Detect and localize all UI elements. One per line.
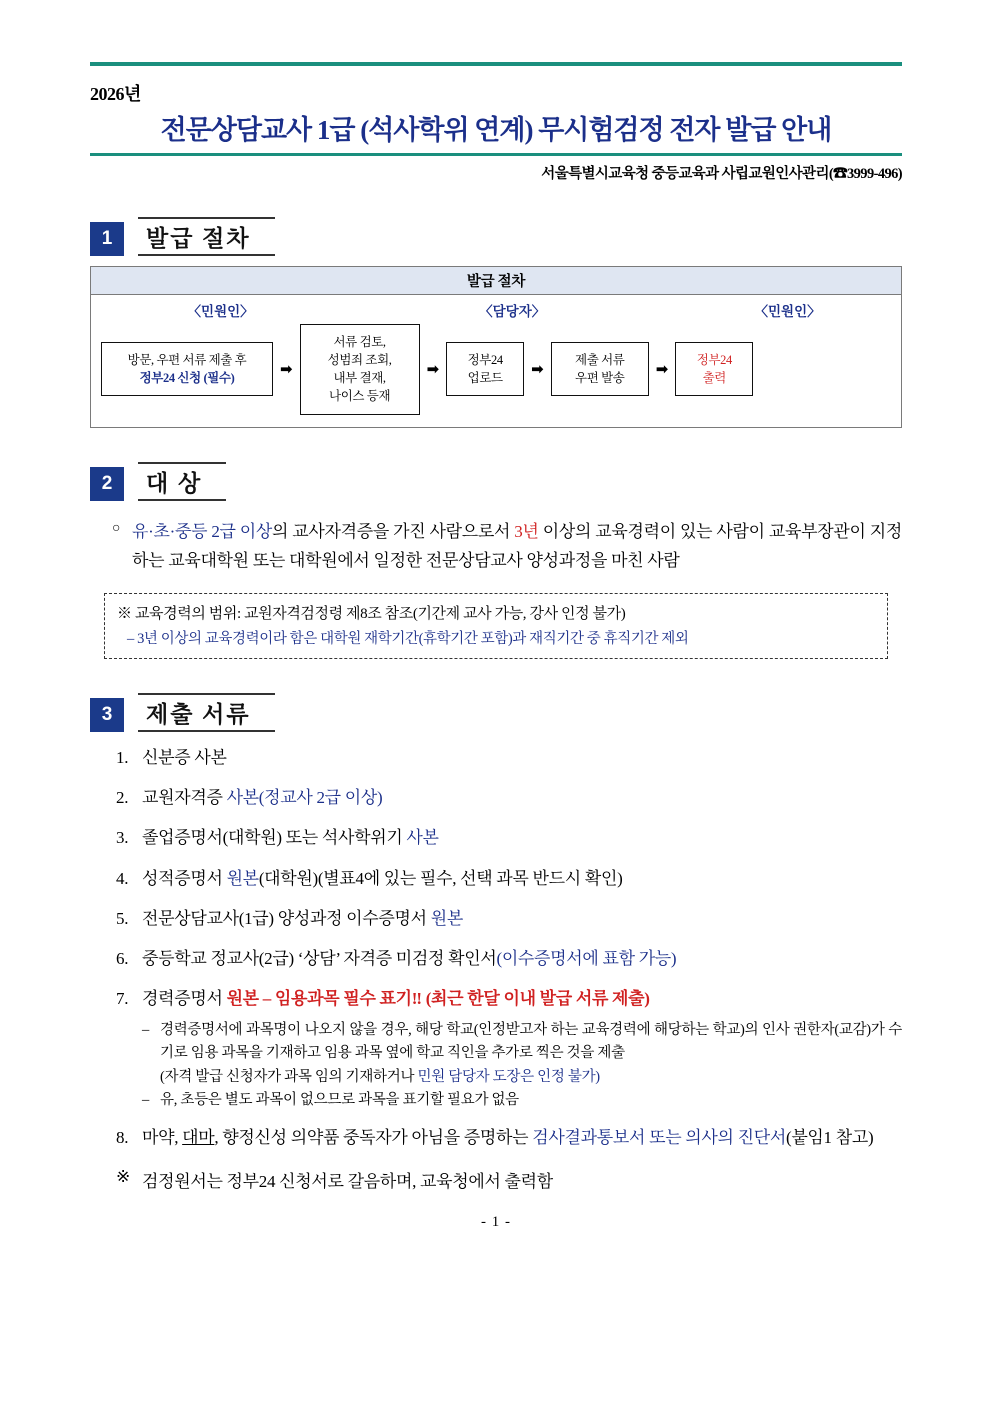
list-item-6-blue: (이수증명서에 표함 가능) [496,948,677,968]
list-item [116,945,902,972]
flow-arrow-icon-4: ➡ [655,359,669,378]
required-documents-list [90,744,902,1151]
flow-roles [91,295,901,322]
list-item-1-black: 신분증 사본 [142,747,227,767]
flow-step-2 [300,324,420,415]
section-header-2 [90,462,902,501]
list-item-2-blue: 사본(정교사 2급 이상) [226,788,383,808]
flow-role-officer: 〈담당자〉 [479,304,546,319]
flow-step-4-line1: 제출 서류 [575,353,625,368]
subnote-line-1 [142,1019,902,1065]
flow-role-applicant-1: 〈민원인〉 [187,304,254,319]
list-item-7-black: 경력증명서 [142,989,227,1009]
list-item-8-black1: 마약, [142,1128,183,1148]
subnote-text-3: 유, 초등은 별도 과목이 없으므로 과목을 표기할 필요가 없음 [160,1091,519,1108]
list-item-4-black2: (대학원)(별표4에 있는 필수, 선택 과목 반드시 확인) [258,868,623,888]
flow-step-1 [101,342,273,396]
target-note-line-1 [117,602,875,623]
list-item [116,905,902,932]
list-item-8-underline: 대마 [182,1128,215,1148]
list-item-7-subnotes [116,1019,902,1112]
list-item-index: 5. [116,908,129,928]
note-text-1: 교육경력의 범위: 교원자격검정령 제8조 참조(기간제 교사 가능, 강사 인정 불가) [134,605,626,622]
section-title-box-3 [138,693,275,732]
list-item [116,784,902,811]
target-note-line-2: – 3년 이상의 교육경력이라 함은 대학원 재학기간(휴학기간 포함)과 재직기간 중 휴직기간 제외 [127,630,689,647]
subnote-dash-icon: – [142,1022,149,1039]
subnote-line-2 [142,1066,902,1089]
flow-step-4-line2: 우편 발송 [575,371,625,386]
list-item-5-blue: 원본 [430,908,463,928]
document-year: 2026년 [90,84,141,104]
list-item-8-black3: (붙임1 참고) [785,1128,874,1148]
flow-step-1-line1: 방문, 우편 서류 제출 후 [127,353,247,368]
flow-step-4 [551,342,649,396]
section-title-3: 제출 서류 [146,701,251,727]
list-item-4-black: 성적증명서 [142,868,227,888]
flow-step-5-line1: 정부24 [696,353,732,368]
flow-role-applicant-2: 〈민원인〉 [754,304,821,319]
section-number-1: 1 [90,222,124,256]
flow-step-2-line4: 나이스 등재 [329,389,391,404]
list-item [116,744,902,771]
flow-arrow-icon-3: ➡ [531,359,544,378]
note-mark-icon: ※ [117,605,132,622]
header-rule [90,153,902,156]
list-item-text [142,824,902,851]
final-note-text: 검정원서는 정부24 신청서로 갈음하며, 교육청에서 출력함 [142,1172,553,1192]
list-item-7-red: 원본 – 임용과목 필수 표기‼ (최근 한달 이내 발급 서류 제출) [226,989,650,1009]
list-item-index: 7. [116,989,129,1009]
flow-caption: 발급 절차 [91,267,901,295]
subnote-dash-icon-2: – [142,1091,149,1108]
list-item-index: 4. [116,868,129,888]
list-item-text [142,985,902,1012]
bullet-mark-icon: ○ [112,520,121,536]
list-item-5-black: 전문상담교사(1급) 양성과정 이수증명서 [142,908,431,928]
target-note-box [104,593,888,659]
document-department: 서울특별시교육청 중등교육과 사립교원인사관리(☎3999-496) [541,166,902,182]
subnote-text-2-blue: 민원 담당자 도장은 인정 불가) [417,1068,600,1085]
list-item-4-blue: 원본 [226,868,259,888]
section-number-3: 3 [90,698,124,732]
list-item-8-blue: 검사결과통보서 또는 의사의 진단서 [532,1128,786,1148]
subnote-line-3 [142,1089,902,1112]
list-item-text [142,1124,902,1151]
list-item-index: 3. [116,828,129,848]
flow-diagram [90,266,902,428]
subnote-text-1: 경력증명서에 과목명이 나오지 않을 경우, 해당 학교(인정받고자 하는 교육경력에 해당하는 학교)의 인사 권한자(교감)가 수기로 임용 과목을 기재하고 임용 과목 옆에 학교 직인을 추가로 찍은 것을 제출 [160,1022,902,1062]
target-description [132,517,902,575]
section-title-2: 대 상 [146,470,203,496]
list-item-3-black: 졸업증명서(대학원) 또는 석사학위기 [142,828,407,848]
list-item [116,865,902,892]
flow-steps [91,322,901,427]
flow-step-1-line2: 정부24 신청 (필수) [139,371,235,386]
top-rule [90,62,902,66]
flow-step-2-line1: 서류 검토, [333,335,386,349]
flow-step-5 [675,342,753,396]
list-item-6-black: 중등학교 정교사(2급) ‘상담’ 자격증 미검정 확인서 [142,948,497,968]
list-item-text [142,905,902,932]
flow-step-2-line2: 성범죄 조회, [327,353,392,368]
subnote-text-2-black: (자격 발급 신청자가 과목 임의 기재하거나 [160,1068,418,1085]
section-number-2: 2 [90,467,124,501]
target-bullet [90,517,902,575]
document-title: 전문상담교사 1급 (석사학위 연계) 무시험검정 전자 발급 안내 [160,115,832,145]
section-title-1: 발급 절차 [146,226,251,251]
flow-step-2-line3: 내부 결재, [333,371,386,386]
list-item [116,1124,902,1151]
list-item [116,824,902,851]
list-item-index: 2. [116,788,129,808]
list-item-3-blue: 사본 [406,828,439,848]
section-title-box-2 [138,462,226,501]
flow-step-3-line1: 정부24 [467,353,503,368]
target-text-rest: 이상의 교육경력이 있는 사람이 교육부장관이 지정하는 교육대학원 또는 대학원에서 일정한 전문상담교사 양성과정을 마친 사람 [132,521,902,570]
list-item-text [142,865,902,892]
flow-step-5-line2: 출력 [702,371,726,386]
list-item-index: 8. [116,1128,129,1148]
list-item-text [142,744,902,771]
section-title-box-1 [138,217,275,256]
list-item-index: 1. [116,747,129,767]
target-text-grade: 유·초·중등 2급 이상 [132,521,273,541]
page-number: - 1 - [481,1214,511,1231]
list-item-index: 6. [116,948,129,968]
flow-arrow-icon-2: ➡ [426,359,440,378]
list-item-2-black: 교원자격증 [142,788,227,808]
list-item-text [142,784,902,811]
flow-step-3-line2: 업로드 [467,371,503,386]
section-header-1 [90,217,902,256]
list-item-text [142,945,902,972]
section-header-3 [90,693,902,732]
target-text-mid1: 의 교사자격증을 가진 사람으로서 [272,521,515,541]
flow-step-3 [446,342,524,396]
list-item [116,985,902,1012]
list-item-8-black2: , 향정신성 의약품 중독자가 아님을 증명하는 [214,1128,533,1148]
final-note-mark-icon: ※ [116,1167,130,1187]
final-note [90,1167,902,1192]
flow-arrow-icon-1: ➡ [280,359,293,378]
target-text-years: 3년 [514,521,539,541]
